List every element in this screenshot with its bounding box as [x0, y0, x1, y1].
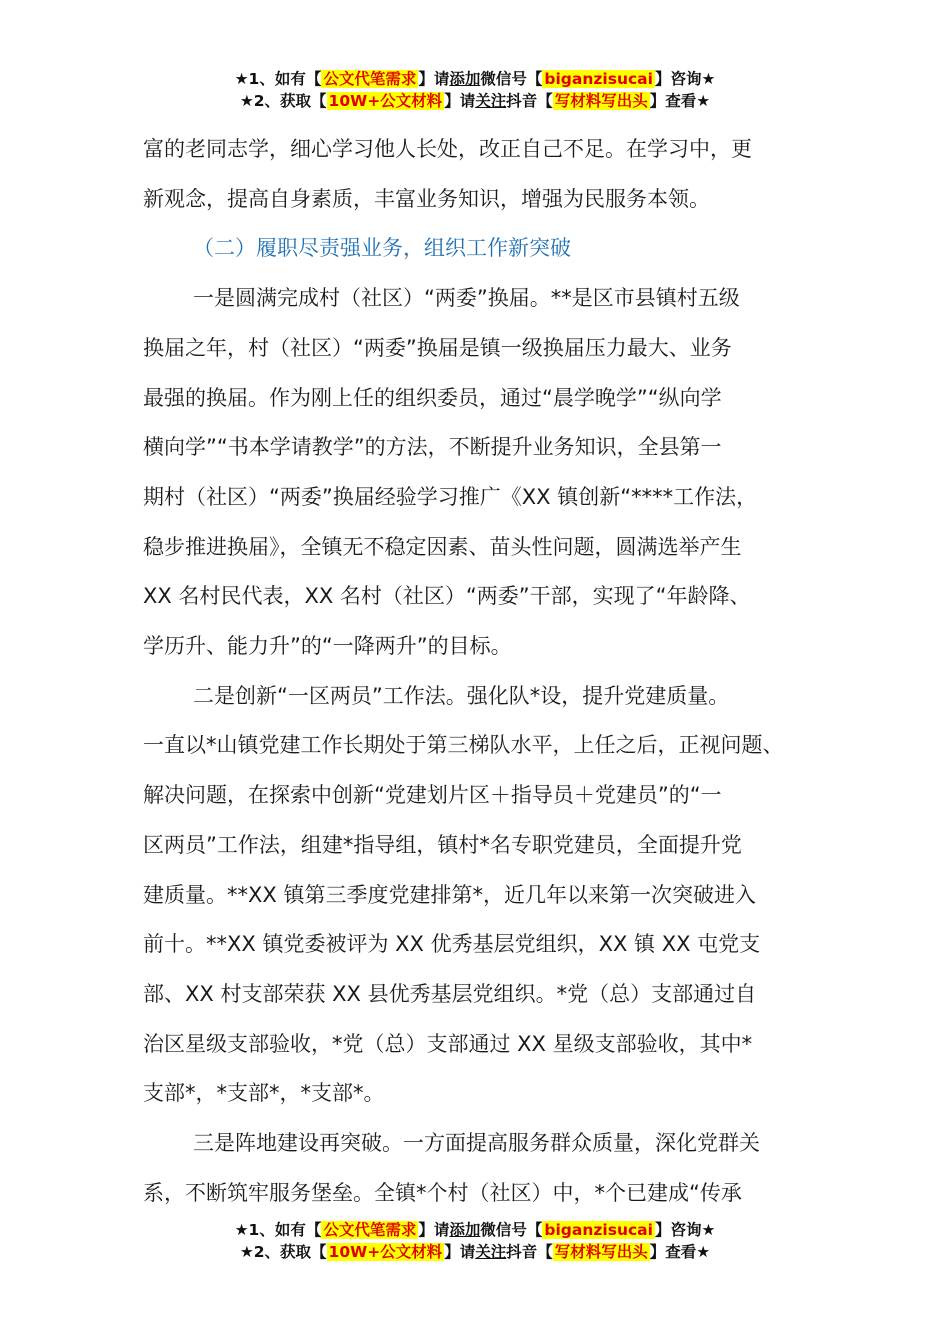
paragraph-line: 解决问题，在探索中创新“党建划片区＋指导员＋党建员”的“一 [143, 783, 722, 808]
section-heading: （二）履职尽责强业务，组织工作新突破 [193, 236, 571, 261]
banner-line-2: ★2、获取【 10W+公文材料 】请关注抖音【 写材料写出头 】查看★ [239, 92, 711, 110]
paragraph-line: 系，不断筑牢服务堡垒。全镇*个村（社区）中，*个已建成“传承 [143, 1180, 742, 1205]
document-body [143, 125, 823, 1218]
highlight-douyin: 写材料写出头 [554, 1243, 648, 1261]
highlight-service: 公文代笔需求 [323, 1221, 417, 1239]
header-banner [0, 68, 950, 112]
banner-line-1: ★1、如有【 公文代笔需求 】请添加微信号【 biganzisucai 】咨询★ [234, 1221, 716, 1239]
paragraph-line: 最强的换届。作为刚上任的组织委员，通过“晨学晚学”“纵向学 [143, 385, 722, 410]
footer-banner [0, 1219, 950, 1263]
paragraph-line: 期村（社区）“两委”换届经验学习推广《XX 镇创新“****工作法， [143, 484, 758, 509]
paragraph-line: 部、XX 村支部荣获 XX 县优秀基层党组织。*党（总）支部通过自 [143, 981, 757, 1006]
paragraph-line: 建质量。**XX 镇第三季度党建排第*，近几年以来第一次突破进入 [143, 882, 756, 907]
paragraph-line: 治区星级支部验收，*党（总）支部通过 XX 星级支部验收，其中* [143, 1031, 753, 1056]
paragraph-line: XX 名村民代表，XX 名村（社区）“两委”干部，实现了“年龄降、 [143, 584, 751, 609]
paragraph-line: 三是阵地建设再突破。一方面提高服务群众质量，深化党群关 [193, 1131, 760, 1156]
paragraph-line: 学历升、能力升”的“一降两升”的目标。 [143, 634, 512, 659]
paragraph-line: 一是圆满完成村（社区）“两委”换届。**是区市县镇村五级 [193, 286, 740, 311]
paragraph-line: 一直以*山镇党建工作长期处于第三梯队水平，上任之后，正视问题、 [143, 733, 784, 758]
paragraph-line: 横向学”“书本学请教学”的方法，不断提升业务知识，全县第一 [143, 435, 722, 460]
highlight-wechat-id: biganzisucai [544, 1221, 653, 1239]
highlight-service: 公文代笔需求 [323, 70, 417, 88]
paragraph-line: 二是创新“一区两员”工作法。强化队*设，提升党建质量。 [193, 683, 730, 708]
paragraph-line: 支部*，*支部*，*支部*。 [143, 1081, 385, 1106]
paragraph-line: 稳步推进换届》，全镇无不稳定因素、苗头性问题，圆满选举产生 [143, 534, 742, 559]
highlight-materials: 10W+公文材料 [328, 1243, 443, 1261]
paragraph-line: 前十。**XX 镇党委被评为 XX 优秀基层党组织，XX 镇 XX 屯党支 [143, 932, 761, 957]
paragraph-line: 区两员”工作法，组建*指导组，镇村*名专职党建员，全面提升党 [143, 832, 742, 857]
paragraph-line: 换届之年，村（社区）“两委”换届是镇一级换届压力最大、业务 [143, 335, 732, 360]
body-line: 新观念，提高自身素质，丰富业务知识，增强为民服务本领。 [143, 186, 710, 211]
banner-line-2: ★2、获取【 10W+公文材料 】请关注抖音【 写材料写出头 】查看★ [239, 1243, 711, 1261]
banner-line-1: ★1、如有【 公文代笔需求 】请添加微信号【 biganzisucai 】咨询★ [234, 70, 716, 88]
highlight-douyin: 写材料写出头 [554, 92, 648, 110]
highlight-materials: 10W+公文材料 [328, 92, 443, 110]
body-line: 富的老同志学，细心学习他人长处，改正自己不足。在学习中，更 [143, 137, 752, 161]
highlight-wechat-id: biganzisucai [544, 70, 653, 88]
